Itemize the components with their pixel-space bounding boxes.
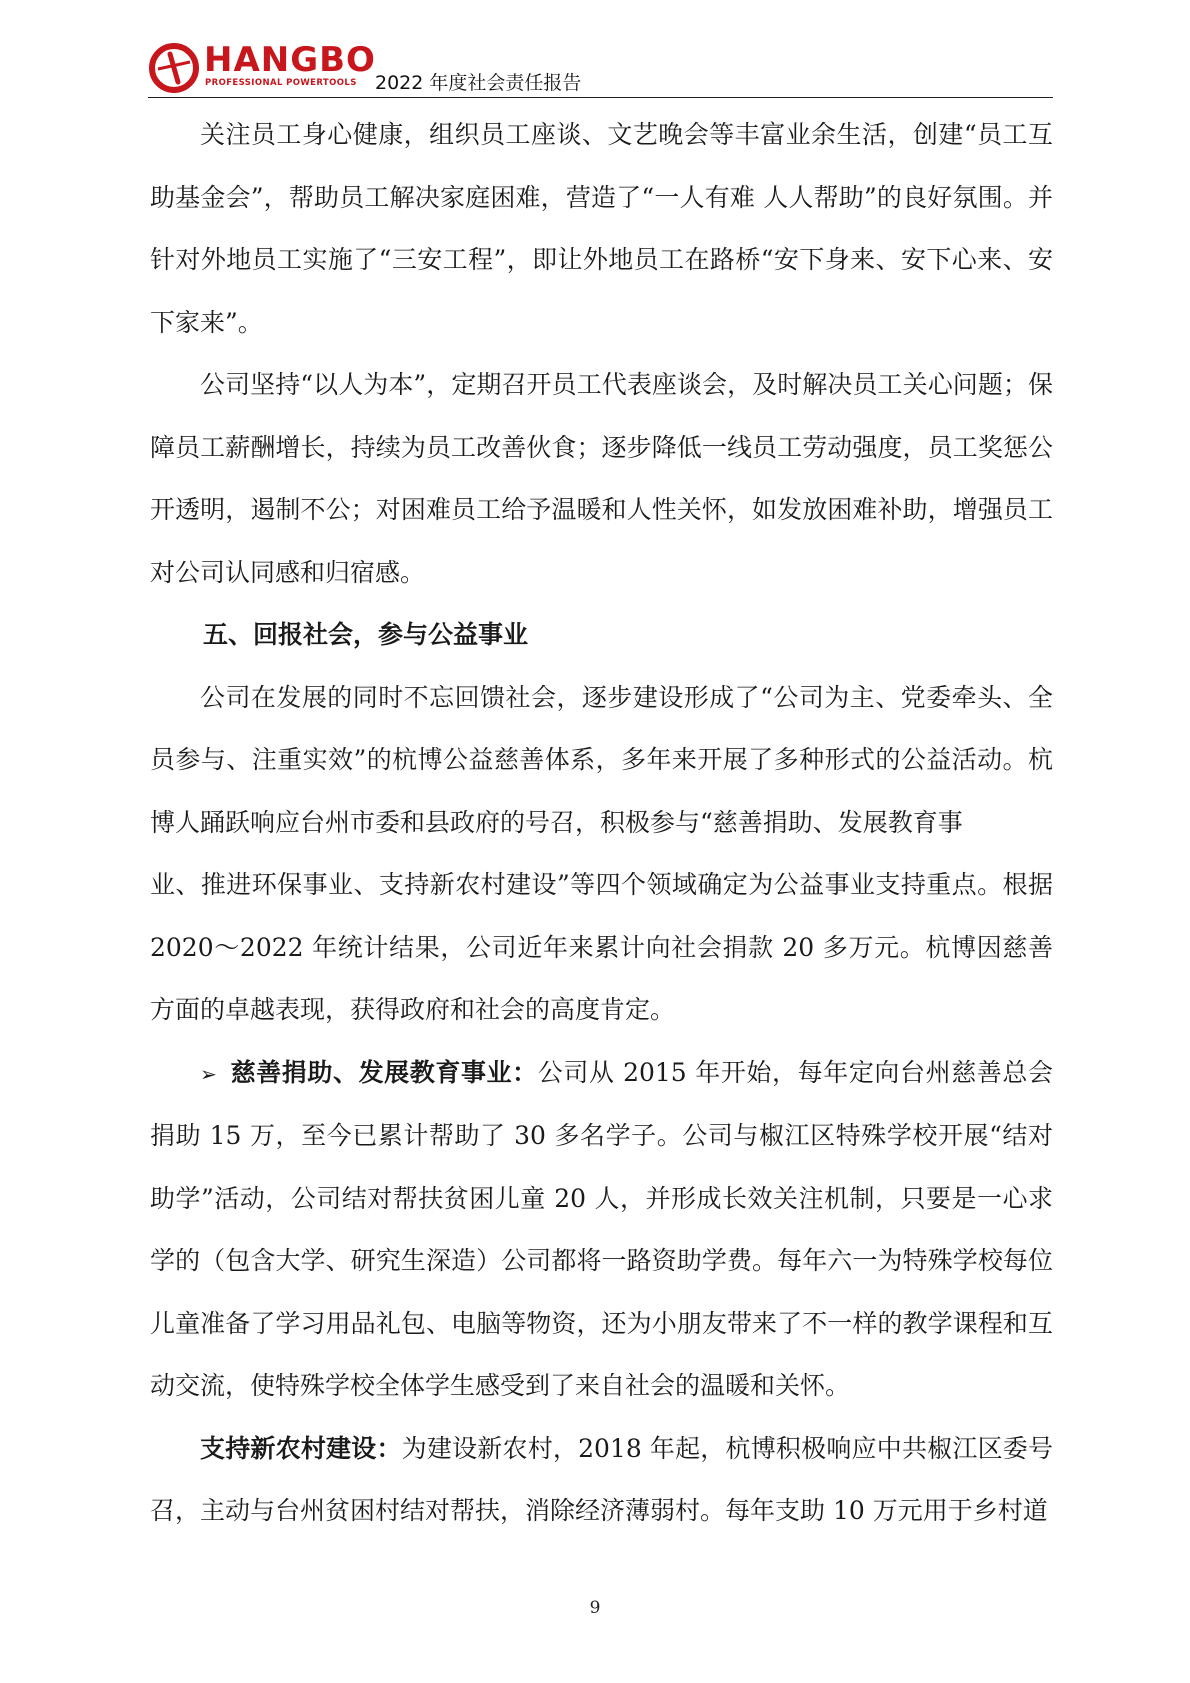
rural-lead: 支持新农村建设： [200,1433,402,1463]
page-header [148,38,1053,98]
paragraph-charity-results: 业、推进环保事业、支持新农村建设”等四个领域确定为公益事业支持重点。根据2020～2022 年统计结果，公司近年来累计向社会捐款 20 多万元。杭博因慈善方面的卓越表现，获得政府和社会的高度肯定。 [150,870,1053,1024]
arrow-bullet-icon: ➢ [200,1061,217,1086]
logo-wordmark: HANGBO [204,40,376,80]
paragraph-charity-intro: 公司在发展的同时不忘回馈社会，逐步建设形成了“公司为主、党委牵头、全员参与、注重实效”的杭博公益慈善体系，多年来开展了多种形式的公益活动。杭博人踊跃响应台州市委和县政府的号召，积极参与“慈善捐助、发展教育事 [150,682,1053,837]
header-divider [148,97,1053,98]
page-body [150,104,1053,1543]
section-heading-5: 五、回报社会，参与公益事业 [203,620,529,649]
hangbo-logo-mark-icon [148,42,200,94]
paragraph-rural-construction [150,1418,1053,1543]
report-title: 2022 年度社会责任报告 [375,72,582,94]
page-number: 9 [589,1598,601,1618]
bullet-lead-education: 慈善捐助、发展教育事业： [230,1057,538,1087]
paragraph-people-oriented: 公司坚持“以人为本”，定期召开员工代表座谈会，及时解决员工关心问题；保障员工薪酬增长，持续为员工改善伙食；逐步降低一线员工劳动强度，员工奖惩公开透明，遏制不公；对困难员工给予温暖和人性关怀，如发放困难补助，增强员工对公司认同感和归宿感。 [150,370,1053,587]
hangbo-logo [148,40,376,94]
rural-text: 为建设新农村，2018 年起，杭博积极响应中共椒江区委号召，主动与台州贫困村结对帮扶，消除经济薄弱村。每年支助 10 万元用于乡村道 [150,1433,1053,1525]
logo-tagline: PROFESSIONAL POWERTOOLS [205,78,357,88]
bullet-text-education: 公司从 2015 年开始，每年定向台州慈善总会捐助 15 万，至今已累计帮助了 30 多名学子。公司与椒江区特殊学校开展“结对助学”活动，公司结对帮扶贫困儿童 20 人，并形成长效关注机制，只要是一心求学的（包含大学、研究生深造）公司都将一路资助学费。每年六一为特殊学校每位儿童准备了学习用品礼包、电脑等物资，还为小朋友带来了不一样的教学课程和互动交流，使特殊学校全体学生感受到了来自社会的温暖和关怀。 [150,1057,1053,1400]
paragraph-education-bullet [150,1042,1053,1418]
paragraph-employee-care: 关注员工身心健康，组织员工座谈、文艺晚会等丰富业余生活，创建“员工互助基金会”，帮助员工解决家庭困难，营造了“一人有难 人人帮助”的良好氛围。并针对外地员工实施了“三安工程”，即让外地员工在路桥“安下身来、安下心来、安下家来”。 [150,120,1053,337]
